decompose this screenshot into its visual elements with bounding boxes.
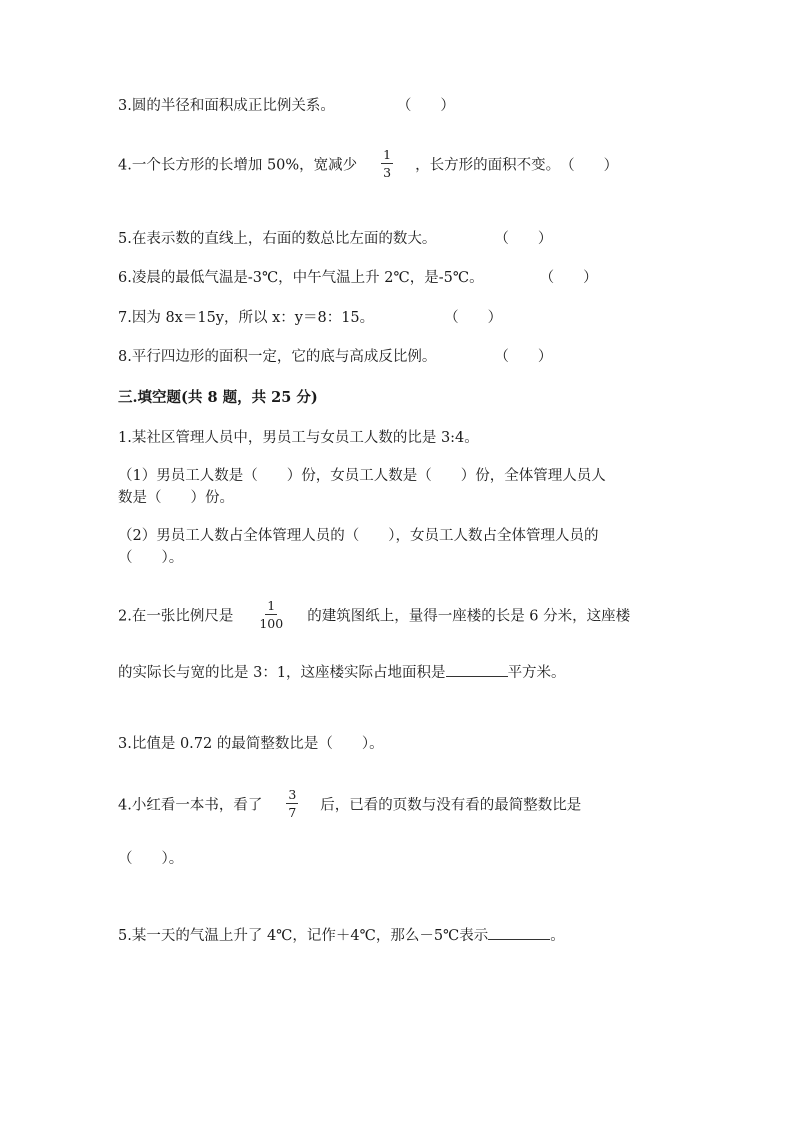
fill-1-part1-line2[interactable]: 数是（ ）份。 — [118, 490, 234, 506]
question-3-text: 3.圆的半径和面积成正比例关系。 — [118, 98, 335, 114]
fraction-scale — [257, 598, 285, 631]
fill-5-text-post: 。 — [550, 928, 565, 944]
question-7-text: 7.因为 8x＝15y，所以 x：y＝8：15。 — [118, 310, 375, 326]
fraction-denominator: 100 — [259, 616, 284, 631]
fill-1-part2-line1[interactable]: （2）男员工人数占全体管理人员的（ ），女员工人数占全体管理人员的 — [118, 528, 599, 544]
answer-paren[interactable]: （ ） — [494, 231, 553, 247]
fraction-numerator: 1 — [383, 147, 392, 162]
question-4-text-pre: 4.一个长方形的长增加 50%，宽减少 — [118, 157, 358, 174]
fill-2-line2-pre: 的实际长与宽的比是 3：1，这座楼实际占地面积是 — [118, 665, 446, 681]
fraction-one-third — [381, 147, 393, 180]
answer-paren[interactable]: （ ） — [560, 157, 619, 174]
fraction-denominator: 7 — [288, 805, 297, 820]
question-5 — [118, 229, 552, 249]
fill-1-part2-line2[interactable]: （ ）。 — [118, 550, 184, 566]
question-6 — [118, 268, 598, 288]
question-3 — [118, 96, 455, 116]
question-8-text: 8.平行四边形的面积一定，它的底与高成反比例。 — [118, 349, 437, 365]
fill-4-text-post: 后，已看的页数与没有看的最简整数比是 — [320, 797, 582, 814]
fill-2-line1 — [118, 600, 630, 633]
answer-paren[interactable]: （ ） — [494, 349, 553, 365]
question-7 — [118, 308, 502, 328]
answer-blank[interactable] — [446, 662, 508, 677]
section-title: 三.填空题(共 8 题，共 25 分) — [118, 389, 318, 406]
fill-4-line1 — [118, 789, 581, 822]
fill-2-line2 — [118, 662, 566, 683]
fill-5 — [118, 925, 565, 946]
fraction-three-sevenths — [286, 787, 298, 820]
fraction-numerator: 3 — [288, 787, 297, 802]
fill-1-stem: 1.某社区管理人员中，男员工与女员工人数的比是 3:4。 — [118, 430, 479, 446]
answer-paren[interactable]: （ ） — [539, 270, 598, 286]
fill-4-text-pre: 4.小红看一本书，看了 — [118, 797, 263, 814]
question-6-text: 6.凌晨的最低气温是-3℃，中午气温上升 2℃，是-5℃。 — [118, 270, 484, 286]
fill-5-text-pre: 5.某一天的气温上升了 4℃，记作＋4℃，那么－5℃表示 — [118, 928, 489, 944]
fraction-numerator: 1 — [267, 598, 276, 613]
fill-2-line2-post: 平方米。 — [507, 665, 566, 681]
question-4-text-post: ，长方形的面积不变。 — [415, 157, 561, 174]
fill-4-line2[interactable]: （ ）。 — [118, 851, 184, 867]
question-5-text: 5.在表示数的直线上，右面的数总比左面的数大。 — [118, 231, 437, 247]
answer-paren[interactable]: （ ） — [444, 310, 503, 326]
fill-3[interactable]: 3.比值是 0.72 的最简整数比是（ ）。 — [118, 736, 384, 752]
question-8 — [118, 347, 552, 367]
fill-2-text-pre: 2.在一张比例尺是 — [118, 608, 234, 625]
fraction-denominator: 3 — [383, 165, 392, 180]
question-4 — [118, 149, 618, 182]
fill-2-text-post: 的建筑图纸上，量得一座楼的长是 6 分米，这座楼 — [307, 608, 631, 625]
fill-1-part1-line1[interactable]: （1）男员工人数是（ ）份，女员工人数是（ ）份，全体管理人员人 — [118, 468, 606, 484]
answer-paren[interactable]: （ ） — [396, 98, 455, 114]
answer-blank[interactable] — [488, 925, 550, 940]
